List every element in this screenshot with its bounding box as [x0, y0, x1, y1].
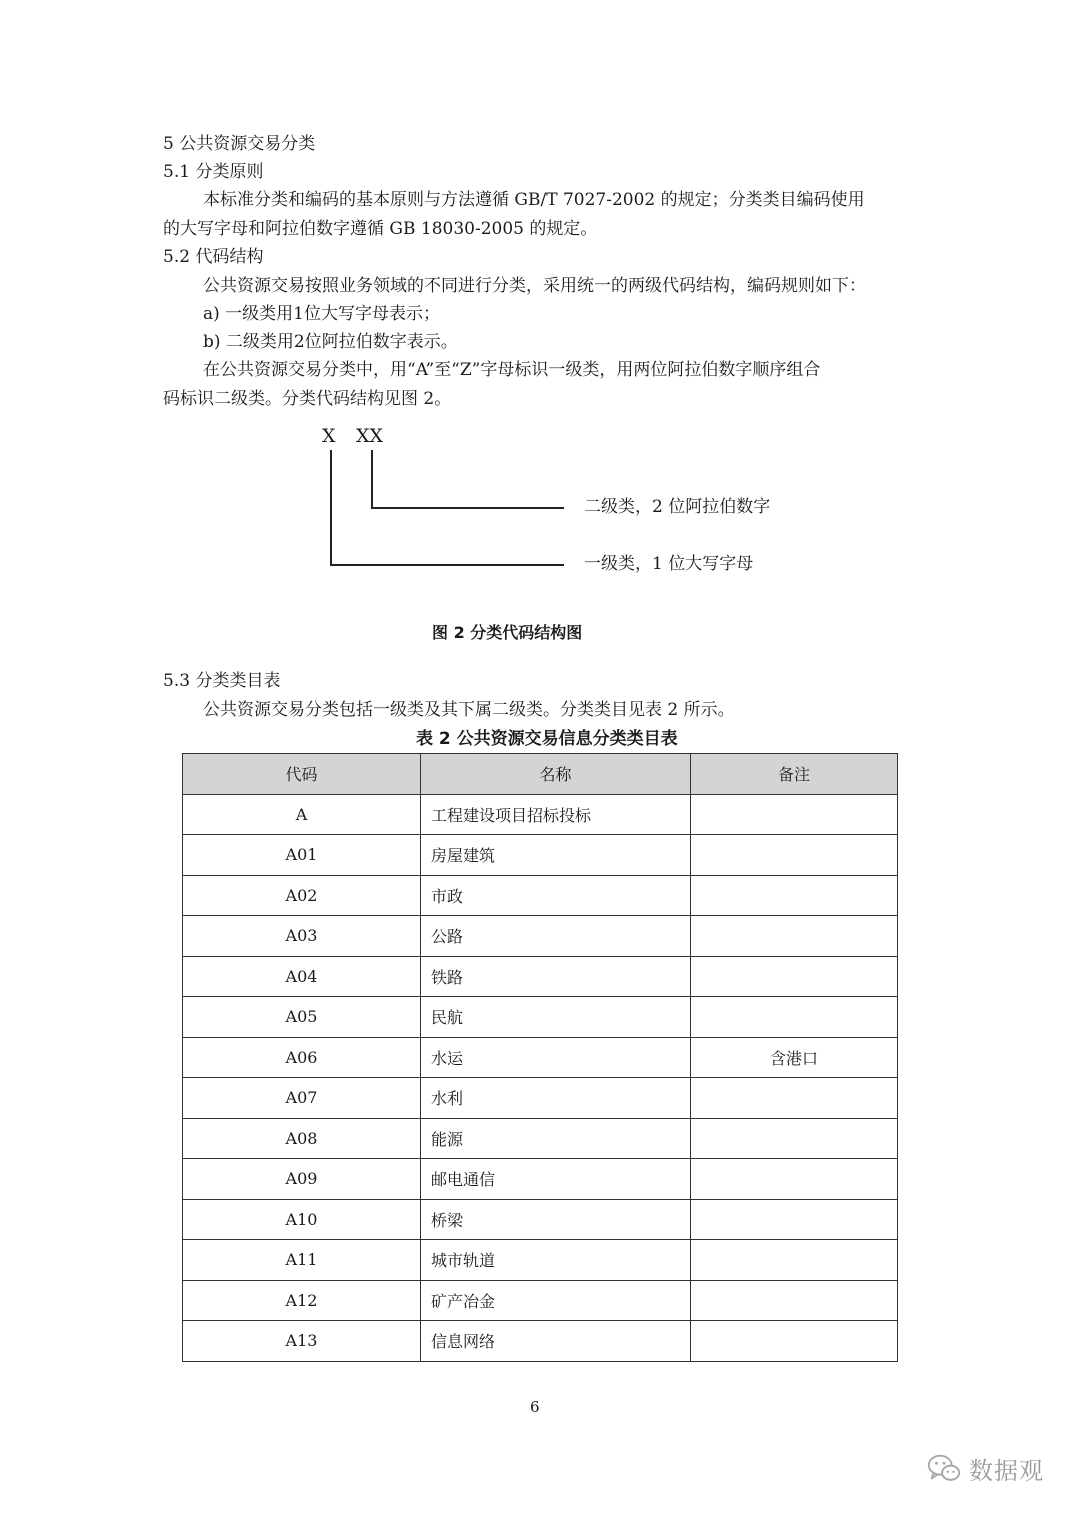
cell-note: [691, 1078, 898, 1119]
cell-name: 工程建设项目招标投标: [421, 794, 691, 835]
cell-name: 信息网络: [421, 1321, 691, 1362]
cell-name: 铁路: [421, 956, 691, 997]
table-row: [183, 875, 898, 916]
table-row: [183, 1159, 898, 1200]
cell-note: [691, 875, 898, 916]
section-5-2-title: 5.2 代码结构: [163, 247, 264, 267]
figure-caption: 图 2 分类代码结构图: [432, 623, 583, 642]
cell-note: [691, 916, 898, 957]
table-row: [183, 916, 898, 957]
table-row: [183, 1199, 898, 1240]
second-level-symbol: XX: [356, 425, 384, 447]
section-5-1-title: 5.1 分类原则: [163, 162, 264, 182]
cell-name: 城市轨道: [421, 1240, 691, 1281]
cell-note: [691, 835, 898, 876]
cell-note: [691, 1240, 898, 1281]
cell-name: 邮电通信: [421, 1159, 691, 1200]
table-row: [183, 794, 898, 835]
cell-code: A11: [183, 1240, 421, 1281]
section-5-1-paragraph-line1: 本标准分类和编码的基本原则与方法遵循 GB/T 7027-2002 的规定；分类类目编码使用: [203, 190, 865, 210]
table-row: [183, 1078, 898, 1119]
cell-code: A03: [183, 916, 421, 957]
cell-code: A05: [183, 997, 421, 1038]
second-level-connector-vertical: [371, 450, 373, 508]
table-caption: 表 2 公共资源交易信息分类类目表: [416, 729, 678, 749]
cell-code: A08: [183, 1118, 421, 1159]
section-5-2-paragraph2-line2: 码标识二级类。分类代码结构见图 2。: [163, 389, 452, 409]
cell-code: A09: [183, 1159, 421, 1200]
cell-code: A10: [183, 1199, 421, 1240]
cell-note: [691, 1159, 898, 1200]
cell-name: 能源: [421, 1118, 691, 1159]
table-row: [183, 1240, 898, 1281]
cell-note: [691, 1118, 898, 1159]
cell-code: A04: [183, 956, 421, 997]
table-row: [183, 1280, 898, 1321]
header-note: 备注: [691, 754, 898, 795]
table-row: [183, 997, 898, 1038]
classification-table: [182, 753, 898, 1362]
table-row: [183, 956, 898, 997]
first-level-connector-vertical: [330, 450, 332, 566]
watermark-text: 数据观: [969, 1456, 1044, 1485]
table-header-row: [183, 754, 898, 795]
section-5-1-paragraph-line2: 的大写字母和阿拉伯数字遵循 GB 18030-2005 的规定。: [163, 219, 598, 239]
cell-code: A02: [183, 875, 421, 916]
table-row: [183, 835, 898, 876]
cell-note: [691, 997, 898, 1038]
cell-note: [691, 794, 898, 835]
cell-note: [691, 956, 898, 997]
cell-name: 公路: [421, 916, 691, 957]
cell-code: A: [183, 794, 421, 835]
cell-code: A01: [183, 835, 421, 876]
section-5-2-paragraph2-line1: 在公共资源交易分类中，用“A”至“Z”字母标识一级类，用两位阿拉伯数字顺序组合: [203, 360, 821, 380]
second-level-connector-horizontal: [371, 507, 564, 509]
cell-code: A13: [183, 1321, 421, 1362]
table-row: [183, 1037, 898, 1078]
table-row: [183, 1321, 898, 1362]
first-level-label: 一级类，1 位大写字母: [584, 554, 754, 574]
cell-name: 矿产冶金: [421, 1280, 691, 1321]
cell-name: 桥梁: [421, 1199, 691, 1240]
section-5-3-title: 5.3 分类类目表: [163, 671, 281, 691]
second-level-label: 二级类，2 位阿拉伯数字: [584, 497, 771, 517]
cell-name: 房屋建筑: [421, 835, 691, 876]
code-structure-diagram: [300, 420, 860, 595]
first-level-symbol: X: [322, 425, 336, 447]
cell-name: 市政: [421, 875, 691, 916]
header-name: 名称: [421, 754, 691, 795]
watermark: [925, 1448, 1044, 1488]
cell-code: A07: [183, 1078, 421, 1119]
cell-name: 水运: [421, 1037, 691, 1078]
header-code: 代码: [183, 754, 421, 795]
table-row: [183, 1118, 898, 1159]
cell-name: 民航: [421, 997, 691, 1038]
cell-code: A06: [183, 1037, 421, 1078]
cell-code: A12: [183, 1280, 421, 1321]
section-5-2-paragraph: 公共资源交易按照业务领域的不同进行分类，采用统一的两级代码结构，编码规则如下：: [203, 276, 866, 296]
section-5-3-paragraph: 公共资源交易分类包括一级类及其下属二级类。分类类目见表 2 所示。: [203, 700, 735, 720]
section-5-title: 5 公共资源交易分类: [163, 134, 316, 154]
cell-name: 水利: [421, 1078, 691, 1119]
cell-note: [691, 1199, 898, 1240]
wechat-icon: [925, 1449, 963, 1487]
cell-note: [691, 1321, 898, 1362]
first-level-connector-horizontal: [330, 564, 564, 566]
page-number: 6: [530, 1398, 540, 1416]
cell-note: 含港口: [691, 1037, 898, 1078]
list-item-b: b) 二级类用2位阿拉伯数字表示。: [203, 332, 458, 352]
cell-note: [691, 1280, 898, 1321]
list-item-a: a) 一级类用1位大写字母表示；: [203, 304, 440, 324]
